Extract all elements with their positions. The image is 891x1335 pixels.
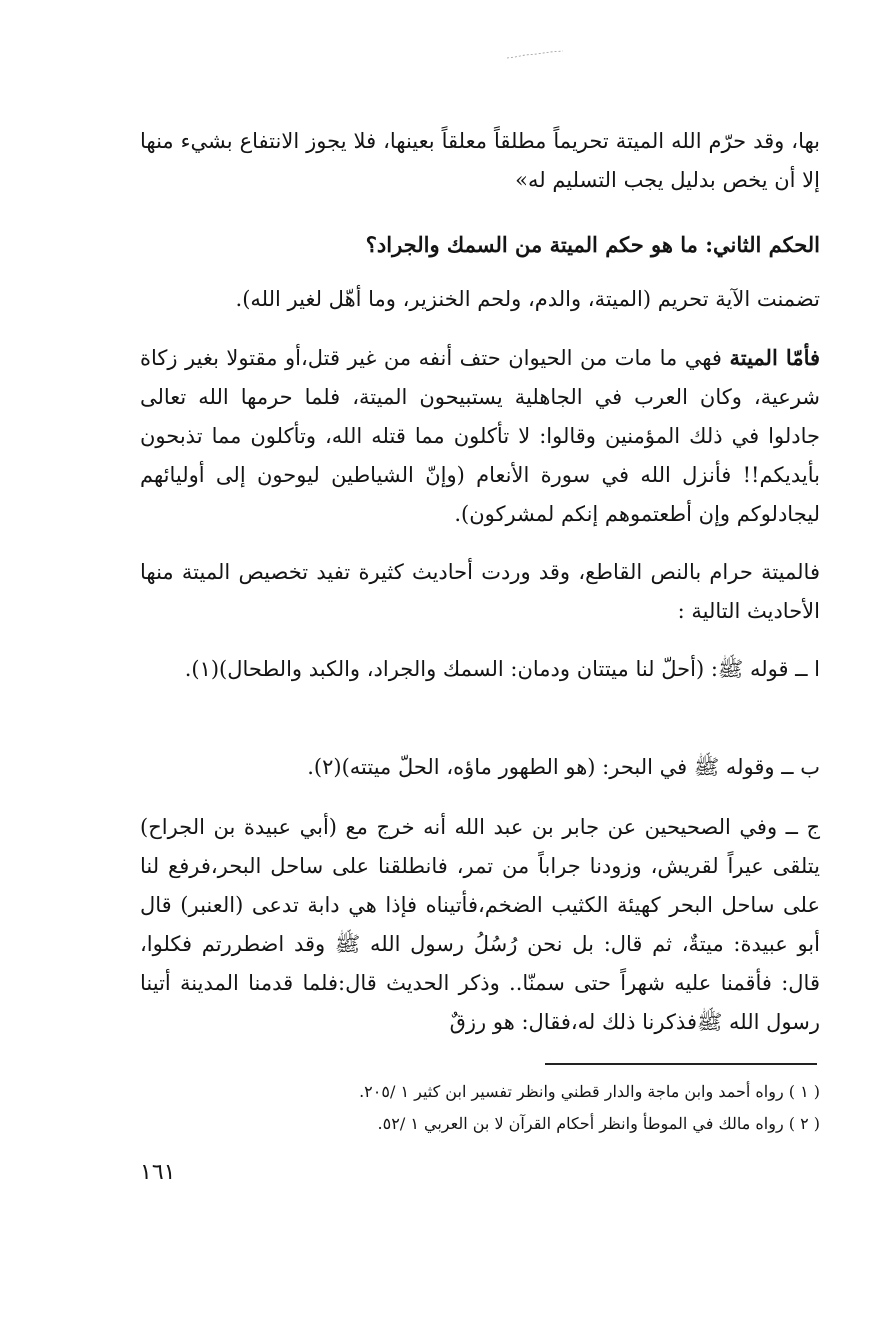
paragraph-text: تضمنت الآية تحريم (الميتة، والدم، ولحم الخنزير، وما أهّل لغير الله). bbox=[235, 287, 820, 311]
paragraph-text: ج ــ وفي الصحيحين عن جابر بن عبد الله أنه خرج مع (أبي عبيدة بن الجراح) يتلقى عيراً لقريش، وزودنا جراباً من تمر، فانطلقنا على ساحل البحر،فرفع لنا على ساحل البحر كهيئة الكثيب الضخم،فأتيناه فإذا هي دابة تدعى (العنبر) قال أبو عبيدة: ميتةٌ، ثم قال: بل نحن رُسُلُ رسول الله ﷺ وقد اضطررتم فكلوا، قال: فأقمنا عليه شهراً حتى سمنّا.. وذكر الحديث قال:فلما قدمنا المدينة أتينا رسول الله ﷺفذكرنا ذلك له،فقال: هو رزقٌ bbox=[140, 815, 820, 1034]
section-heading bbox=[140, 225, 820, 264]
paragraph-bold-lead: فأمّا الميتة bbox=[729, 345, 821, 370]
footnotes bbox=[140, 1076, 820, 1140]
hadith-item-c bbox=[140, 808, 820, 1042]
heading-text: الحكم الثاني: ما هو حكم الميتة من السمك والجراد؟ bbox=[365, 232, 820, 257]
hadith-item-a bbox=[140, 650, 820, 689]
footnote-1: ( ١ ) رواه أحمد وابن ماجة والدار قطني وانظر تفسير ابن كثير ١ /٢٠٥. bbox=[359, 1082, 820, 1101]
page-number: ١٦١ bbox=[140, 1160, 176, 1185]
paragraph-text: فهي ما مات من الحيوان حتف أنفه من غير قتل،أو مقتولا بغير زكاة شرعية، وكان العرب في الجاهلية يستبيحون الميتة، فلما حرمها الله تعالى جادلوا في ذلك المؤمنين وقالوا: لا تأكلون مما قتله الله، وتأكلون مما تذبحون بأيديكم!! فأنزل الله في سورة الأنعام (وإنّ الشياطين ليوحون إلى أوليائهم ليجادلوكم وإن أطعتموهم إنكم لمشركون). bbox=[140, 346, 820, 526]
paragraph-verse-summary bbox=[140, 280, 820, 319]
paragraph-text: ا ــ قوله ﷺ: (أحلّ لنا ميتتان ودمان: السمك والجراد، والكبد والطحال)(١). bbox=[184, 657, 820, 681]
paragraph-hadith-intro bbox=[140, 553, 820, 631]
paragraph-text: بها، وقد حرّم الله الميتة تحريماً مطلقاً معلقاً بعينها، فلا يجوز الانتفاع بشيء منها إلا أن يخص بدليل يجب التسليم له» bbox=[140, 129, 820, 192]
footnote-2: ( ٢ ) رواه مالك في الموطأ وانظر أحكام القرآن لا بن العربي ١ /٥٢. bbox=[377, 1114, 820, 1133]
scan-speck-mark bbox=[505, 50, 565, 60]
paragraph-text: فالميتة حرام بالنص القاطع، وقد وردت أحاديث كثيرة تفيد تخصيص الميتة منها الأحاديث التالية : bbox=[140, 560, 820, 623]
paragraph-body bbox=[140, 338, 820, 534]
paragraph-maytah-definition bbox=[140, 338, 820, 534]
paragraph-continuation bbox=[140, 122, 820, 200]
hadith-item-b bbox=[140, 748, 820, 787]
paragraph-text: ب ــ وقوله ﷺ في البحر: (هو الطهور ماؤه، الحلّ ميتته)(٢). bbox=[307, 755, 820, 779]
footnote-divider bbox=[545, 1063, 817, 1065]
